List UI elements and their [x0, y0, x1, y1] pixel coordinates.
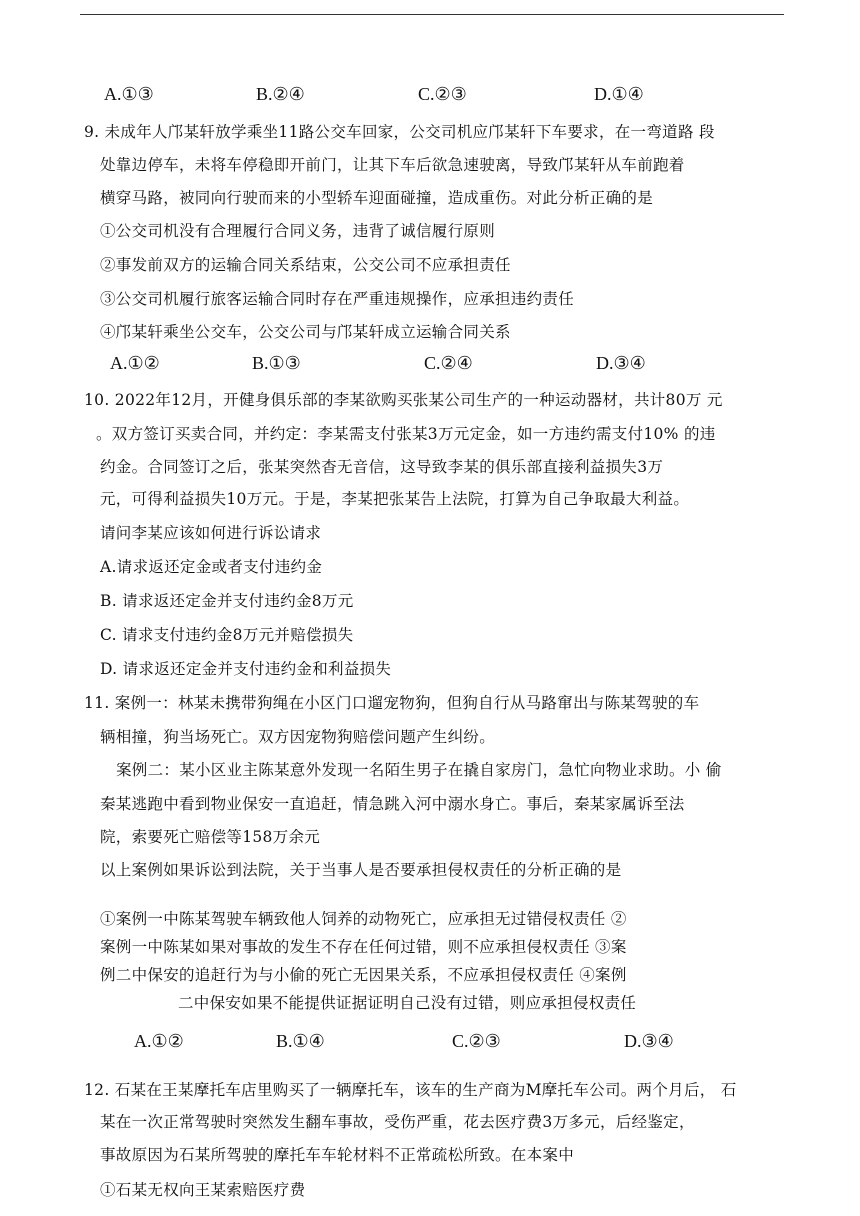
- q11-statement: 例二中保安的追赶行为与小偷的死亡无因果关系，不应承担侵权责任 ④案例: [100, 966, 627, 984]
- q9-stem-line: 横穿马路，被同向行驶而来的小型轿车迎面碰撞，造成重伤。对此分析正确的是: [100, 189, 654, 207]
- q11-stem-line: 案例二：某小区业主陈某意外发现一名陌生男子在撬自家房门，急忙向物业求助。小 偷: [116, 761, 722, 779]
- option-b: B.②④: [256, 84, 305, 104]
- q10-stem-line: 约金。合同签订之后，张某突然杳无音信，这导致李某的俱乐部直接利益损失3万: [100, 458, 664, 476]
- option-c: C.②③: [418, 84, 467, 104]
- header-rule: [80, 14, 784, 15]
- q11-option-b: B.①④: [276, 1031, 325, 1051]
- q10-question: 请问李某应该如何进行诉讼请求: [100, 524, 322, 542]
- q9-statement: ①公交司机没有合理履行合同义务，违背了诚信履行原则: [100, 222, 496, 240]
- q11-question: 以上案例如果诉讼到法院，关于当事人是否要承担侵权责任的分析正确的是: [100, 861, 622, 879]
- q9-option-a: A.①②: [110, 353, 160, 373]
- q11-option-c: C.②③: [452, 1031, 501, 1051]
- q9-stem-line: 9. 未成年人邝某轩放学乘坐11路公交车回家，公交司机应邝某轩下车要求，在一弯道路 段: [84, 123, 715, 141]
- q9-statement: ④邝某轩乘坐公交车，公交公司与邝某轩成立运输合同关系: [100, 323, 511, 341]
- option-d: D.①④: [594, 84, 644, 104]
- q12-stem-line: 事故原因为石某所驾驶的摩托车车轮材料不正常疏松所致。在本案中: [100, 1146, 575, 1164]
- q10-option-b: B. 请求返还定金并支付违约金8万元: [100, 592, 354, 610]
- q10-option-c: C. 请求支付违约金8万元并赔偿损失: [100, 626, 354, 644]
- q10-stem-line: 元，可得利益损失10万元。于是，李某把张某告上法院，打算为自己争取最大利益。: [100, 490, 690, 508]
- q9-option-b: B.①③: [252, 353, 301, 373]
- q11-statement: ①案例一中陈某驾驶车辆致他人饲养的动物死亡，应承担无过错侵权责任 ②: [100, 910, 627, 928]
- q11-stem-line: 辆相撞，狗当场死亡。双方因宠物狗赔偿问题产生纠纷。: [100, 728, 496, 746]
- q11-statement: 二中保安如果不能提供证据证明自己没有过错，则应承担侵权责任: [178, 994, 637, 1012]
- option-a: A.①③: [104, 84, 154, 104]
- q9-statement: ③公交司机履行旅客运输合同时存在严重违规操作，应承担违约责任: [100, 290, 575, 308]
- q9-option-d: D.③④: [596, 353, 646, 373]
- q12-stem-line: 12. 石某在王某摩托车店里购买了一辆摩托车，该车的生产商为M摩托车公司。两个月后， 石: [84, 1081, 737, 1099]
- q10-option-d: D. 请求返还定金并支付违约金和利益损失: [100, 660, 392, 678]
- q9-stem-line: 处靠边停车，未将车停稳即开前门，让其下车后欲急速驶离，导致邝某轩从车前跑着: [100, 156, 685, 174]
- q11-stem-line: 11. 案例一：林某未携带狗绳在小区门口遛宠物狗，但狗自行从马路窜出与陈某驾驶的车: [84, 694, 700, 712]
- q9-option-c: C.②④: [424, 353, 473, 373]
- q11-stem-line: 秦某逃跑中看到物业保安一直追赶，情急跳入河中溺水身亡。事后，秦某家属诉至法: [100, 795, 685, 813]
- q11-option-d: D.③④: [624, 1031, 674, 1051]
- q10-option-a: A.请求返还定金或者支付违约金: [100, 558, 323, 576]
- q11-stem-line: 院，索要死亡赔偿等158万余元: [100, 828, 321, 846]
- q12-statement: ①石某无权向王某索赔医疗费: [100, 1181, 306, 1199]
- q10-stem-line: 10. 2022年12月，开健身俱乐部的李某欲购买张某公司生产的一种运动器材，共计80万 元: [84, 391, 723, 409]
- q11-option-a: A.①②: [134, 1031, 184, 1051]
- q10-stem-line: 。双方签订买卖合同，并约定：李某需支付张某3万元定金，如一方违约需支付10% 的违: [96, 425, 716, 443]
- q9-statement: ②事发前双方的运输合同关系结束，公交公司不应承担责任: [100, 256, 511, 274]
- q12-stem-line: 某在一次正常驾驶时突然发生翻车事故，受伤严重，花去医疗费3万多元，后经鉴定，: [100, 1113, 695, 1131]
- q11-statement: 案例一中陈某如果对事故的发生不存在任何过错，则不应承担侵权责任 ③案: [100, 938, 627, 956]
